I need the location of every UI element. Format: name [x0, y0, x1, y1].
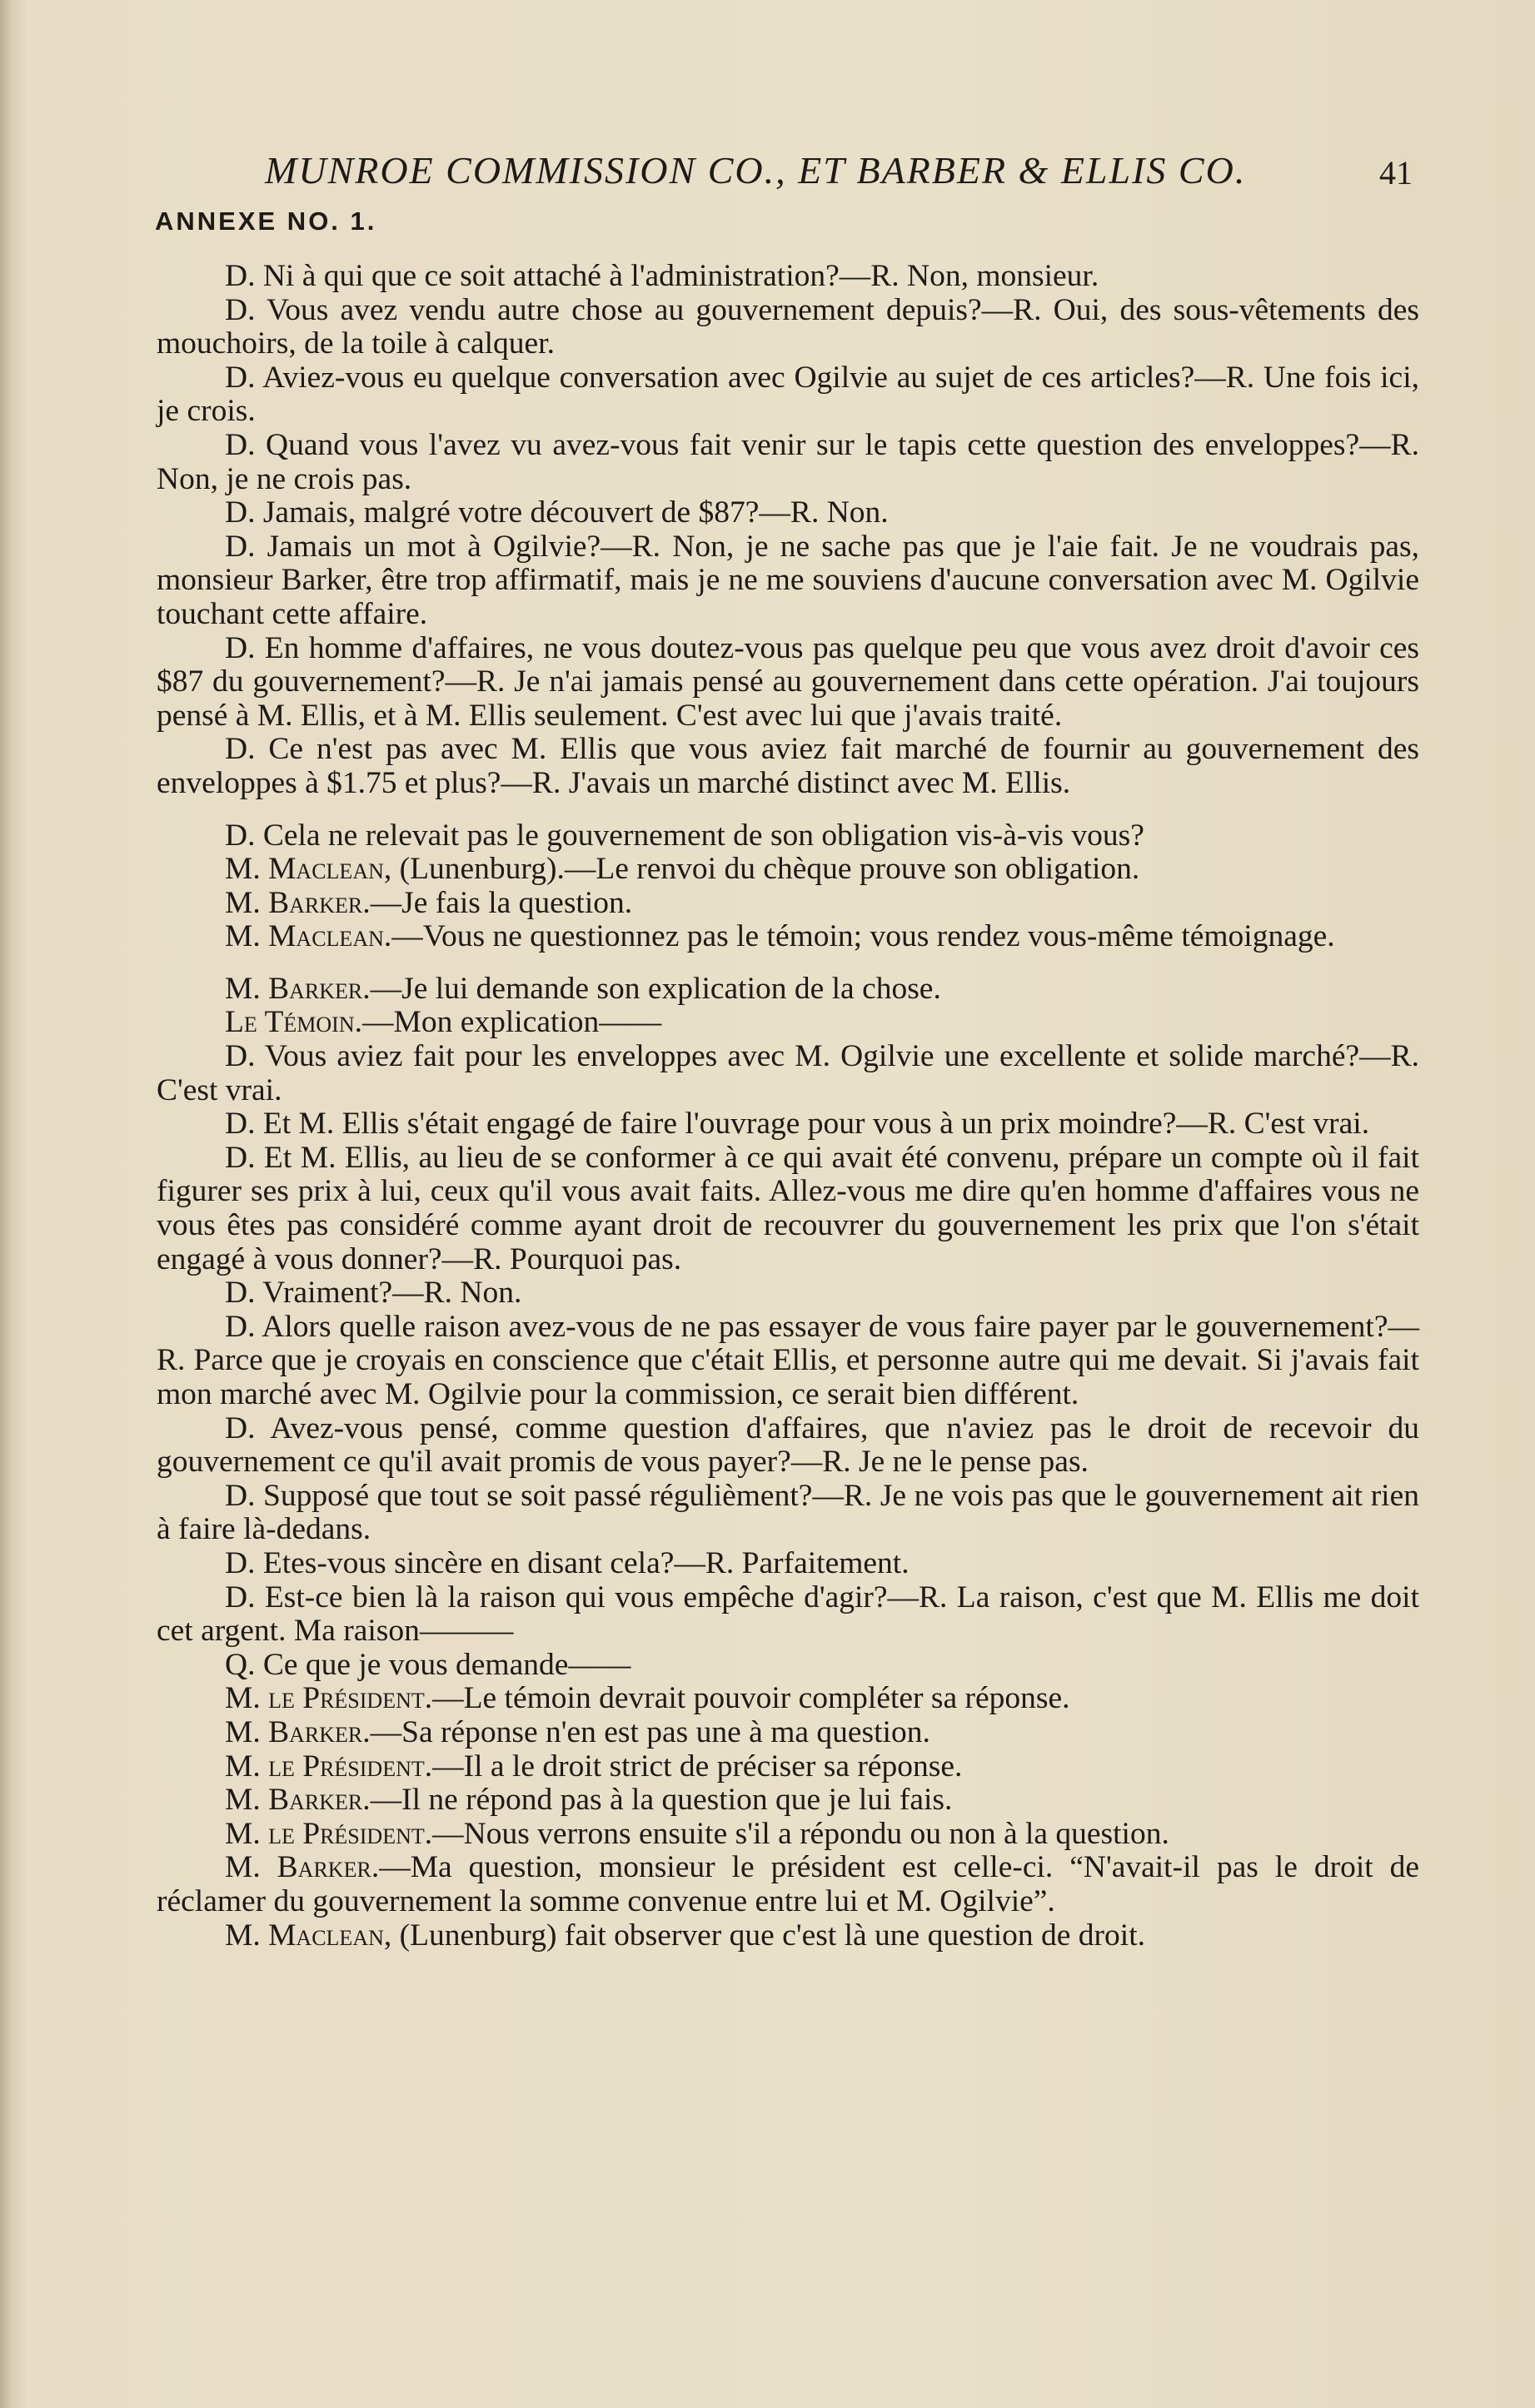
paragraph [157, 530, 1419, 632]
paragraph-text: .—Mon explication—— [354, 1005, 662, 1040]
paragraph [157, 1919, 1419, 1953]
paragraph-text: D. Cela ne relevait pas le gouvernement de son obligation vis-à-vis vous? [225, 818, 1144, 853]
paragraph [157, 819, 1419, 853]
paragraph [157, 260, 1419, 294]
paragraph [157, 973, 1419, 1007]
speaker-name: M. Maclean [225, 852, 384, 887]
paragraph-text: .—Ma question, monsieur le président est celle-ci. “N'avait-il pas le droit de réclamer du gouvernement la somme convenue entre lui et M. Ogilvie”. [157, 1850, 1419, 1918]
paragraph [157, 1040, 1419, 1107]
paragraph [157, 1276, 1419, 1311]
speaker-name: M. le Président [225, 1681, 425, 1716]
paragraph [157, 1682, 1419, 1716]
paragraph-text: D. Quand vous l'avez vu avez-vous fait venir sur le tapis cette question des enveloppes?—R. Non, je ne crois pas. [157, 427, 1419, 496]
speaker-name: M. Barker [225, 1783, 363, 1818]
page-header [0, 148, 1535, 206]
paragraph-text: D. Aviez-vous eu quelque conversation avec Ogilvie au sujet de ces articles?—R. Une fois ici, je crois. [157, 360, 1419, 429]
page-number: 41 [1379, 154, 1413, 192]
paragraph-text: , (Lunenburg).—Le renvoi du chèque prouve son obligation. [383, 852, 1140, 887]
speaker-name: M. Barker [225, 971, 363, 1006]
speaker-name: M. le Président [225, 1816, 425, 1851]
paragraph-text: D. Ce n'est pas avec M. Ellis que vous aviez fait marché de fournir au gouvernement des enveloppes à $1.75 et plus?—R. J'avais un marché distinct avec M. Ellis. [157, 732, 1419, 800]
speaker-name: M. Barker [225, 1850, 371, 1885]
paragraph-text: Q. Ce que je vous demande—— [225, 1647, 631, 1682]
paragraph-text: , (Lunenburg) fait observer que c'est là une question de droit. [383, 1918, 1145, 1953]
paragraph [157, 1006, 1419, 1040]
paragraph [157, 1716, 1419, 1750]
body-text [157, 260, 1419, 1953]
paragraph-text: D. Vous aviez fait pour les enveloppes avec M. Ogilvie une excellente et solide marché?—R. C'est vrai. [157, 1039, 1419, 1107]
paragraph [157, 1480, 1419, 1547]
paragraph [157, 733, 1419, 800]
paragraph-text: D. Ni à qui que ce soit attaché à l'administration?—R. Non, monsieur. [225, 259, 1099, 293]
speaker-name: Le Témoin [225, 1005, 355, 1040]
paragraph-text: D. Et M. Ellis, au lieu de se conformer à ce qui avait été convenu, prépare un compte où il fait figurer ses prix à lui, ceux qu'il vous avait faits. Allez-vous me dire qu'en homme d'affaires vous ne vous êtes pas considéré comme ayant droit de recouvrer du gouvernement les prix que l'on s'était engagé à vous donner?—R. Pourquoi pas. [157, 1140, 1419, 1276]
paragraph [157, 429, 1419, 496]
paragraph-text: D. Etes-vous sincère en disant cela?—R. Parfaitement. [225, 1545, 910, 1580]
paragraph-text: .—Vous ne questionnez pas le témoin; vous rendez vous-même témoignage. [383, 919, 1335, 954]
paragraph [157, 294, 1419, 361]
speaker-name: M. Maclean [225, 1918, 384, 1953]
running-title: MUNROE COMMISSION CO., ET BARBER & ELLIS CO. [265, 149, 1247, 192]
paragraph-text: .—Nous verrons ensuite s'il a répondu ou non à la question. [424, 1816, 1169, 1851]
paragraph-text: D. Alors quelle raison avez-vous de ne pas essayer de vous faire payer par le gouvernement?—R. Parce que je croyais en conscience que c'était Ellis, et personne autre qui me devait. Si j'avais fait mon marché avec M. Ogilvie pour la commission, ce serait bien différent. [157, 1309, 1419, 1411]
paragraph-text: D. En homme d'affaires, ne vous doutez-vous pas quelque peu que vous avez droit d'avoir ces $87 du gouvernement?—R. Je n'ai jamais pensé au gouvernement dans cette opération. J'ai toujours pensé à M. Ellis, et à M. Ellis seulement. C'est avec lui que j'avais traité. [157, 630, 1419, 733]
paragraph-text: D. Et M. Ellis s'était engagé de faire l'ouvrage pour vous à un prix moindre?—R. C'est vrai. [225, 1107, 1370, 1142]
paragraph-text: .—Il a le droit strict de préciser sa réponse. [424, 1749, 963, 1784]
paragraph-text: .—Il ne répond pas à la question que je lui fais. [362, 1783, 953, 1818]
paragraph [157, 887, 1419, 921]
paragraph [157, 920, 1419, 954]
paragraph-text: .—Sa réponse n'en est pas une à ma question. [362, 1714, 930, 1749]
paragraph [157, 361, 1419, 429]
speaker-name: M. Barker [225, 885, 363, 920]
speaker-name: M. Barker [225, 1714, 363, 1749]
paragraph-text: D. Vous avez vendu autre chose au gouvernement depuis?—R. Oui, des sous-vêtements des mouchoirs, de la toile à calquer. [157, 292, 1419, 361]
paragraph [157, 1581, 1419, 1649]
paragraph [157, 1311, 1419, 1412]
paragraph-text: D. Est-ce bien là la raison qui vous empêche d'agir?—R. La raison, c'est que M. Ellis me doit cet argent. Ma raison——— [157, 1580, 1419, 1649]
paragraph-text: D. Avez-vous pensé, comme question d'affaires, que n'aviez pas le droit de recevoir du gouvernement ce qu'il avait promis de vous payer?—R. Je ne le pense pas. [157, 1410, 1419, 1480]
paragraph [157, 1107, 1419, 1142]
paragraph-text: D. Supposé que tout se soit passé régulièment?—R. Je ne vois pas que le gouvernement ait rien à faire là-dedans. [157, 1478, 1419, 1547]
paragraph-text: D. Jamais, malgré votre découvert de $87?—R. Non. [225, 495, 889, 530]
paragraph [157, 1547, 1419, 1581]
paragraph-text: .—Je fais la question. [362, 885, 633, 920]
paragraph-text: D. Vraiment?—R. Non. [225, 1276, 522, 1311]
paragraph-text: .—Le témoin devrait pouvoir compléter sa réponse. [424, 1681, 1070, 1716]
paragraph [157, 632, 1419, 734]
paragraph [157, 1142, 1419, 1276]
paragraph [157, 1412, 1419, 1480]
paragraph [157, 1649, 1419, 1683]
annex-heading: ANNEXE NO. 1. [155, 206, 377, 236]
speaker-name: M. le Président [225, 1749, 425, 1784]
paragraph [157, 1818, 1419, 1852]
paragraph-text: D. Jamais un mot à Ogilvie?—R. Non, je ne sache pas que je l'aie fait. Je ne voudrais pas, monsieur Barker, être trop affirmatif, mais je ne me souviens d'aucune conversation avec M. Ogilvie touchant cette affaire. [157, 529, 1419, 631]
paragraph-text: .—Je lui demande son explication de la chose. [362, 971, 941, 1006]
paragraph [157, 853, 1419, 887]
speaker-name: M. Maclean [225, 919, 384, 954]
paragraph [157, 1750, 1419, 1784]
paragraph [157, 496, 1419, 530]
paragraph [157, 1851, 1419, 1918]
paragraph [157, 1784, 1419, 1818]
